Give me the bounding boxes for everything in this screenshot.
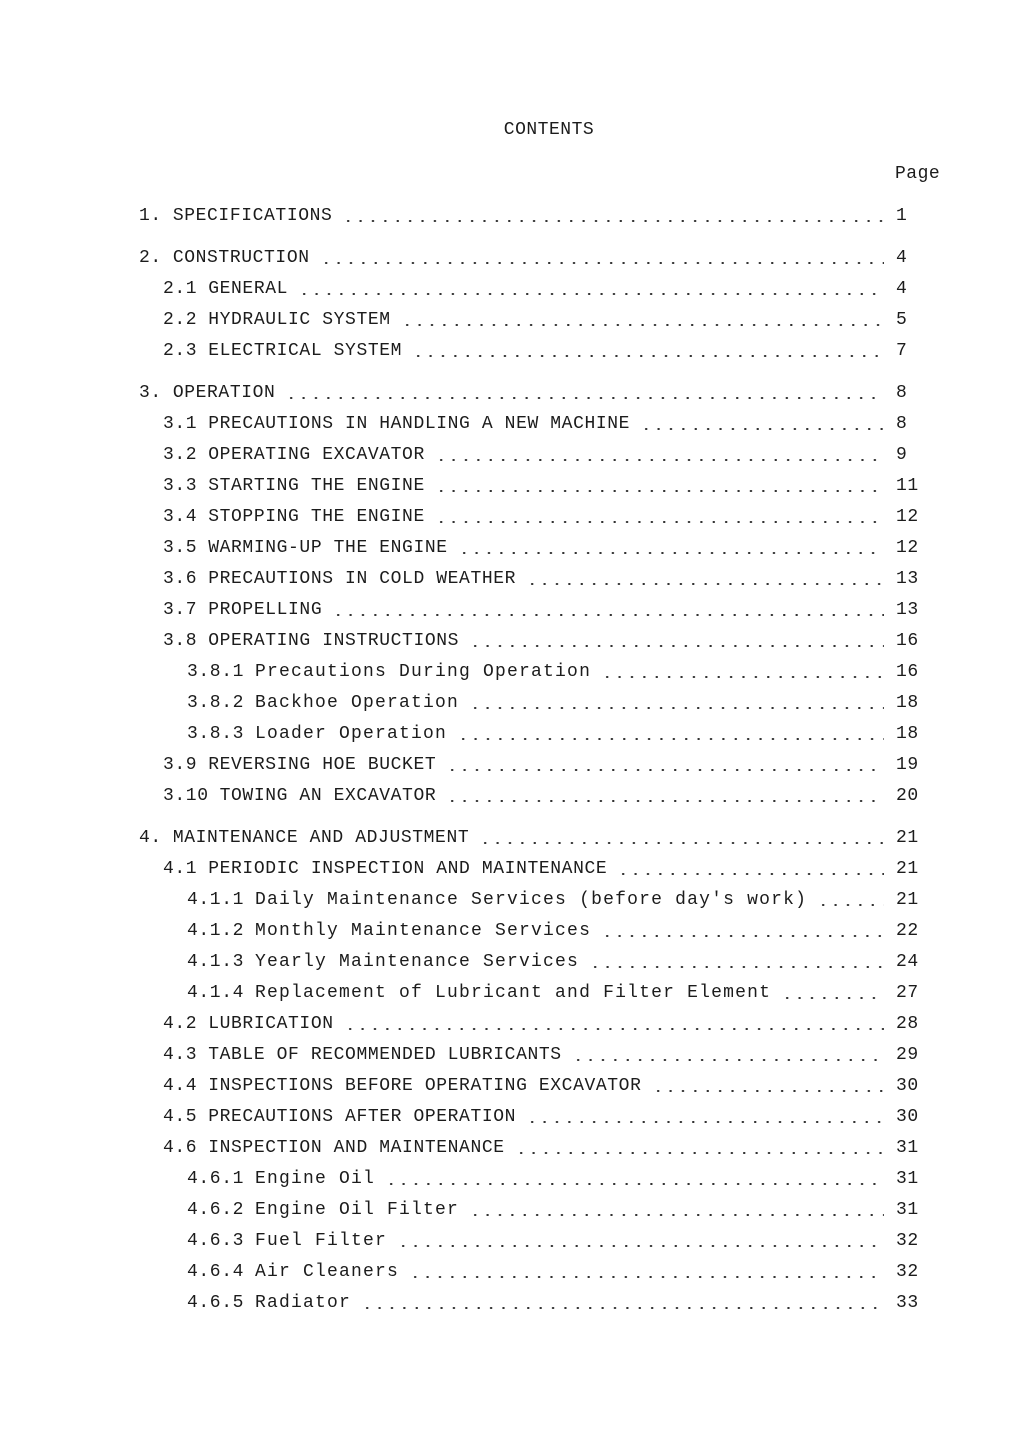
toc-entry bbox=[0, 1163, 1024, 1194]
dot-leader bbox=[361, 1307, 884, 1309]
toc-entry-page: 32 bbox=[896, 1261, 919, 1282]
toc-entry-number: 2.3 bbox=[163, 340, 198, 361]
dot-leader bbox=[469, 1214, 884, 1216]
toc-entry-title: SPECIFICATIONS bbox=[172, 205, 333, 226]
dot-leader bbox=[409, 1276, 884, 1278]
toc-entry bbox=[0, 439, 1024, 470]
toc-entry-page: 9 bbox=[896, 444, 908, 465]
toc-entry bbox=[0, 470, 1024, 501]
toc-entry bbox=[0, 915, 1024, 946]
dot-leader bbox=[781, 997, 884, 999]
dot-leader bbox=[446, 800, 884, 802]
dot-leader bbox=[342, 220, 884, 222]
toc-entry-page: 21 bbox=[896, 858, 919, 879]
toc-entry-page: 21 bbox=[896, 889, 919, 910]
toc-entry-number: 4.6.5 bbox=[187, 1292, 245, 1313]
toc-entry-title: Daily Maintenance Services (before day's work) bbox=[255, 889, 808, 910]
toc-section bbox=[0, 242, 1024, 366]
dot-leader bbox=[617, 873, 884, 875]
contents-heading: CONTENTS bbox=[503, 120, 595, 140]
dot-leader bbox=[589, 966, 884, 968]
dot-leader bbox=[332, 614, 884, 616]
dot-leader bbox=[515, 1152, 884, 1154]
toc-entry-page: 4 bbox=[896, 278, 908, 299]
dot-leader bbox=[601, 935, 884, 937]
toc-entry-title: ELECTRICAL SYSTEM bbox=[208, 340, 403, 361]
toc-section bbox=[0, 377, 1024, 811]
toc-entry-title: Replacement of Lubricant and Filter Element bbox=[255, 982, 772, 1003]
toc-entry bbox=[0, 1008, 1024, 1039]
toc-entry-page: 24 bbox=[896, 951, 919, 972]
toc-entry-number: 4.6.1 bbox=[187, 1168, 245, 1189]
toc-entry-page: 33 bbox=[896, 1292, 919, 1313]
toc-entry-page: 11 bbox=[896, 475, 919, 496]
toc-entry-title: Yearly Maintenance Services bbox=[255, 951, 580, 972]
toc-entry-page: 30 bbox=[896, 1106, 919, 1127]
toc-entry bbox=[0, 408, 1024, 439]
toc-entry bbox=[0, 1225, 1024, 1256]
toc-entry-page: 28 bbox=[896, 1013, 919, 1034]
toc-entry-title: PRECAUTIONS AFTER OPERATION bbox=[208, 1106, 517, 1127]
toc-entry-number: 4.6.4 bbox=[187, 1261, 245, 1282]
toc-entry-title: CONSTRUCTION bbox=[172, 247, 310, 268]
toc-entry-number: 4.1 bbox=[163, 858, 198, 879]
toc-entry-number: 3.1 bbox=[163, 413, 198, 434]
dot-leader bbox=[469, 707, 884, 709]
toc-entry-number: 4.4 bbox=[163, 1075, 198, 1096]
dot-leader bbox=[320, 262, 884, 264]
toc-entry-number: 3.2 bbox=[163, 444, 198, 465]
toc-section bbox=[0, 822, 1024, 1318]
toc-entry-page: 4 bbox=[896, 247, 908, 268]
toc-entry-number: 4.6 bbox=[163, 1137, 198, 1158]
toc-entry-number: 3.3 bbox=[163, 475, 198, 496]
toc-entry bbox=[0, 946, 1024, 977]
dot-leader bbox=[435, 490, 884, 492]
dot-leader bbox=[385, 1183, 884, 1185]
toc-entry-title: Loader Operation bbox=[255, 723, 448, 744]
toc-entry-number: 4.1.4 bbox=[187, 982, 245, 1003]
toc-entry-page: 12 bbox=[896, 506, 919, 527]
dot-leader bbox=[412, 355, 884, 357]
toc-entry-page: 7 bbox=[896, 340, 908, 361]
toc-entry-title: MAINTENANCE AND ADJUSTMENT bbox=[172, 827, 470, 848]
toc-entry-number: 3.10 bbox=[163, 785, 209, 806]
toc-entry bbox=[0, 1039, 1024, 1070]
toc-entry-page: 18 bbox=[896, 723, 919, 744]
toc-entry-title: Backhoe Operation bbox=[255, 692, 460, 713]
toc-entry bbox=[0, 273, 1024, 304]
toc-entry-number: 3.5 bbox=[163, 537, 198, 558]
toc-entry-number: 3.8 bbox=[163, 630, 198, 651]
dot-leader bbox=[457, 738, 884, 740]
toc-entry-number: 4.3 bbox=[163, 1044, 198, 1065]
toc-entry-page: 18 bbox=[896, 692, 919, 713]
toc-entry-page: 22 bbox=[896, 920, 919, 941]
toc-entry-number: 4.1.1 bbox=[187, 889, 245, 910]
dot-leader bbox=[572, 1059, 884, 1061]
toc-entry-page: 20 bbox=[896, 785, 919, 806]
toc-entry-title: STARTING THE ENGINE bbox=[208, 475, 425, 496]
toc-entry-title: Engine Oil bbox=[255, 1168, 376, 1189]
toc-entry-title: LUBRICATION bbox=[208, 1013, 334, 1034]
dot-leader bbox=[526, 1121, 884, 1123]
toc-entry-title: Monthly Maintenance Services bbox=[255, 920, 592, 941]
toc-entry-number: 2.2 bbox=[163, 309, 198, 330]
toc-entry bbox=[0, 749, 1024, 780]
toc-entry-title: TOWING AN EXCAVATOR bbox=[219, 785, 437, 806]
toc-entry bbox=[0, 200, 1024, 231]
toc-entry bbox=[0, 1070, 1024, 1101]
toc-entry-page: 31 bbox=[896, 1168, 919, 1189]
toc-entry bbox=[0, 532, 1024, 563]
toc-entry-number: 3.8.3 bbox=[187, 723, 245, 744]
toc-entry bbox=[0, 780, 1024, 811]
toc-entry-number: 4.6.2 bbox=[187, 1199, 245, 1220]
toc-entry-page: 21 bbox=[896, 827, 919, 848]
toc-entry-number: 3.4 bbox=[163, 506, 198, 527]
toc-entry-number: 3.8.2 bbox=[187, 692, 245, 713]
dot-leader bbox=[298, 293, 884, 295]
toc-entry-number: 3.8.1 bbox=[187, 661, 245, 682]
toc-entry-page: 5 bbox=[896, 309, 908, 330]
toc-entry-title: Engine Oil Filter bbox=[255, 1199, 460, 1220]
toc-entry-page: 16 bbox=[896, 630, 919, 651]
dot-leader bbox=[469, 645, 884, 647]
toc-entry bbox=[0, 853, 1024, 884]
toc-entry bbox=[0, 594, 1024, 625]
toc-entry-number: 3.9 bbox=[163, 754, 198, 775]
toc-entry-number: 2. bbox=[139, 247, 162, 268]
toc-entry-title: OPERATING INSTRUCTIONS bbox=[208, 630, 460, 651]
toc-entry bbox=[0, 1287, 1024, 1318]
dot-leader bbox=[817, 904, 884, 906]
toc-entry-number: 2.1 bbox=[163, 278, 198, 299]
toc-entry-page: 27 bbox=[896, 982, 919, 1003]
toc-entry-page: 31 bbox=[896, 1199, 919, 1220]
toc-entry-page: 32 bbox=[896, 1230, 919, 1251]
toc-entry-number: 3.6 bbox=[163, 568, 198, 589]
dot-leader bbox=[652, 1090, 885, 1092]
toc-entry-title: REVERSING HOE BUCKET bbox=[208, 754, 437, 775]
toc-entry bbox=[0, 1101, 1024, 1132]
dot-leader bbox=[401, 324, 884, 326]
dot-leader bbox=[526, 583, 884, 585]
toc-entry-page: 29 bbox=[896, 1044, 919, 1065]
toc-entry bbox=[0, 501, 1024, 532]
toc-entry-title: Radiator bbox=[255, 1292, 352, 1313]
toc-entry-title: Air Cleaners bbox=[255, 1261, 400, 1282]
toc-entry-number: 1. bbox=[139, 205, 162, 226]
toc-section bbox=[0, 200, 1024, 231]
toc-entry-title: PERIODIC INSPECTION AND MAINTENANCE bbox=[208, 858, 608, 879]
toc-entry bbox=[0, 304, 1024, 335]
toc-entry-title: OPERATING EXCAVATOR bbox=[208, 444, 425, 465]
toc-entry-title: GENERAL bbox=[208, 278, 289, 299]
toc-entry-title: STOPPING THE ENGINE bbox=[208, 506, 425, 527]
toc-entry bbox=[0, 377, 1024, 408]
toc-entry-page: 1 bbox=[896, 205, 908, 226]
toc-entry-number: 4.6.3 bbox=[187, 1230, 245, 1251]
dot-leader bbox=[458, 552, 884, 554]
toc-entry-title: PROPELLING bbox=[208, 599, 323, 620]
toc-entry-title: OPERATION bbox=[172, 382, 276, 403]
toc-entry-page: 13 bbox=[896, 568, 919, 589]
dot-leader bbox=[640, 428, 884, 430]
toc-entry-title: INSPECTION AND MAINTENANCE bbox=[208, 1137, 505, 1158]
toc-entry bbox=[0, 718, 1024, 749]
toc-entry bbox=[0, 1256, 1024, 1287]
toc-entry bbox=[0, 242, 1024, 273]
toc-entry-page: 13 bbox=[896, 599, 919, 620]
toc-entry-number: 4.1.3 bbox=[187, 951, 245, 972]
toc-entry-title: PRECAUTIONS IN COLD WEATHER bbox=[208, 568, 517, 589]
toc-entry-page: 8 bbox=[896, 382, 908, 403]
toc-entry-title: WARMING-UP THE ENGINE bbox=[208, 537, 448, 558]
dot-leader bbox=[479, 842, 884, 844]
dot-leader bbox=[344, 1028, 884, 1030]
toc-entry-number: 4.5 bbox=[163, 1106, 198, 1127]
dot-leader bbox=[397, 1245, 884, 1247]
toc-entry bbox=[0, 884, 1024, 915]
toc-entry-number: 4.2 bbox=[163, 1013, 198, 1034]
dot-leader bbox=[446, 769, 884, 771]
table-of-contents bbox=[0, 200, 1024, 1318]
dot-leader bbox=[601, 676, 884, 678]
toc-entry-number: 4. bbox=[139, 827, 162, 848]
toc-entry bbox=[0, 822, 1024, 853]
toc-entry-number: 4.1.2 bbox=[187, 920, 245, 941]
toc-entry-title: HYDRAULIC SYSTEM bbox=[208, 309, 391, 330]
page-column-label: Page bbox=[895, 164, 941, 184]
toc-entry bbox=[0, 335, 1024, 366]
toc-entry-page: 30 bbox=[896, 1075, 919, 1096]
toc-entry bbox=[0, 1194, 1024, 1225]
toc-entry-title: Precautions During Operation bbox=[255, 661, 592, 682]
toc-entry-page: 16 bbox=[896, 661, 919, 682]
toc-entry-number: 3.7 bbox=[163, 599, 198, 620]
toc-entry-title: TABLE OF RECOMMENDED LUBRICANTS bbox=[208, 1044, 562, 1065]
toc-entry-page: 8 bbox=[896, 413, 908, 434]
toc-entry bbox=[0, 656, 1024, 687]
dot-leader bbox=[435, 459, 884, 461]
toc-entry-page: 19 bbox=[896, 754, 919, 775]
toc-entry bbox=[0, 625, 1024, 656]
dot-leader bbox=[285, 397, 884, 399]
toc-entry-title: PRECAUTIONS IN HANDLING A NEW MACHINE bbox=[208, 413, 631, 434]
toc-entry-title: Fuel Filter bbox=[255, 1230, 388, 1251]
toc-entry bbox=[0, 563, 1024, 594]
toc-entry-page: 12 bbox=[896, 537, 919, 558]
toc-entry bbox=[0, 1132, 1024, 1163]
dot-leader bbox=[435, 521, 884, 523]
toc-entry bbox=[0, 687, 1024, 718]
toc-entry-page: 31 bbox=[896, 1137, 919, 1158]
toc-entry-number: 3. bbox=[139, 382, 162, 403]
toc-entry bbox=[0, 977, 1024, 1008]
toc-entry-title: INSPECTIONS BEFORE OPERATING EXCAVATOR bbox=[208, 1075, 642, 1096]
